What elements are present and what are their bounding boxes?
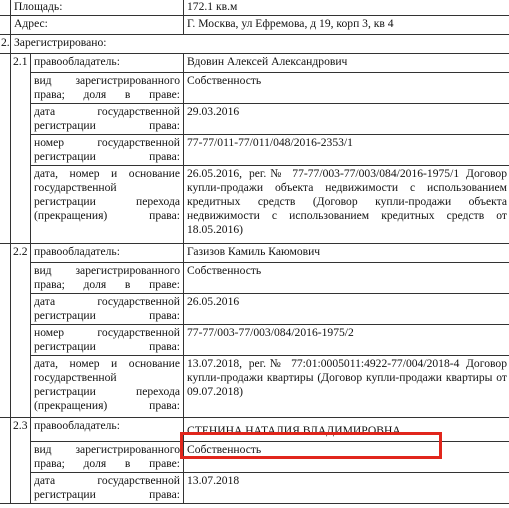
reg-number-label: номер государственной регистрации права: — [31, 325, 184, 356]
right-kind-value: Собственность — [184, 442, 509, 473]
reg-number-label: номер государственной регистрации права: — [31, 135, 184, 166]
reg-number-row — [0, 135, 509, 166]
address-row — [0, 16, 509, 35]
reg-date-row — [0, 294, 509, 325]
reg-number-value: 77-77/003-77/003/084/2016-1975/2 — [184, 325, 509, 356]
right-kind-row — [0, 263, 509, 294]
owner-row — [0, 418, 509, 442]
owner-label: правообладатель: — [31, 418, 184, 442]
right-kind-label: вид зарегистрированного права; доля в праве: — [31, 73, 184, 104]
right-kind-row — [0, 73, 509, 104]
reg-date-label: дата государственной регистрации права: — [31, 473, 184, 504]
transfer-basis-value: 26.05.2016, рег.№ 77-77/003-77/003/084/2016-1975/1 Договор купли-продажи объекта недвижимости с использованием кредитных средств (Договор купли-продажи объекта недвижимости с использованием кредитных средств от 18.05.2016) — [184, 166, 509, 244]
section-title: Зарегистрировано: — [11, 35, 509, 54]
reg-number-value: 77-77/011-77/011/048/2016-2353/1 — [184, 135, 509, 166]
reg-date-label: дата государственной регистрации права: — [31, 294, 184, 325]
reg-date-value: 13.07.2018 — [184, 473, 509, 504]
right-kind-value: Собственность — [184, 73, 509, 104]
owner-number: 2.2 — [11, 244, 31, 418]
right-kind-label: вид зарегистрированного права; доля в праве: — [31, 263, 184, 294]
right-kind-row — [0, 442, 509, 473]
transfer-basis-value: 13.07.2018, рег.№ 77:01:0005011:4922-77/004/2018-4 Договор купли-продажи квартиры (Договор купли-продажи квартиры от 09.07.2018) — [184, 356, 509, 418]
owner-number: 2.3 — [11, 418, 31, 504]
transfer-basis-row — [0, 356, 509, 418]
owner-label: правообладатель: — [31, 244, 184, 263]
area-label: Площадь: — [11, 0, 184, 16]
owner-row — [0, 54, 509, 73]
transfer-basis-label: дата, номер и основание государственной регистрации перехода (прекращения) права: — [31, 356, 184, 418]
right-kind-value: Собственность — [184, 263, 509, 294]
reg-date-row — [0, 473, 509, 504]
transfer-basis-label: дата, номер и основание государственной регистрации перехода (прекращения) права: — [31, 166, 184, 244]
reg-date-value: 26.05.2016 — [184, 294, 509, 325]
address-label: Адрес: — [11, 16, 184, 35]
right-kind-label: вид зарегистрированного права; доля в праве: — [31, 442, 184, 473]
reg-number-row — [0, 325, 509, 356]
section-number: 2. — [0, 35, 11, 54]
transfer-basis-row — [0, 166, 509, 244]
owner-value: Вдовин Алексей Александрович — [184, 54, 509, 73]
reg-date-label: дата государственной регистрации права: — [31, 104, 184, 135]
reg-date-row — [0, 104, 509, 135]
owner-number: 2.1 — [11, 54, 31, 244]
owner-label: правообладатель: — [31, 54, 184, 73]
area-row — [0, 0, 509, 16]
owner-row — [0, 244, 509, 263]
owner-value: Газизов Камиль Каюмович — [184, 244, 509, 263]
address-value: Г. Москва, ул Ефремова, д 19, корп 3, кв 4 — [184, 16, 509, 35]
area-value: 172.1 кв.м — [184, 0, 509, 16]
reg-date-value: 29.03.2016 — [184, 104, 509, 135]
owner-value-highlighted: СТЕНИНА НАТАЛИЯ ВЛАДИМИРОВНА — [184, 418, 509, 442]
section-row — [0, 35, 509, 54]
